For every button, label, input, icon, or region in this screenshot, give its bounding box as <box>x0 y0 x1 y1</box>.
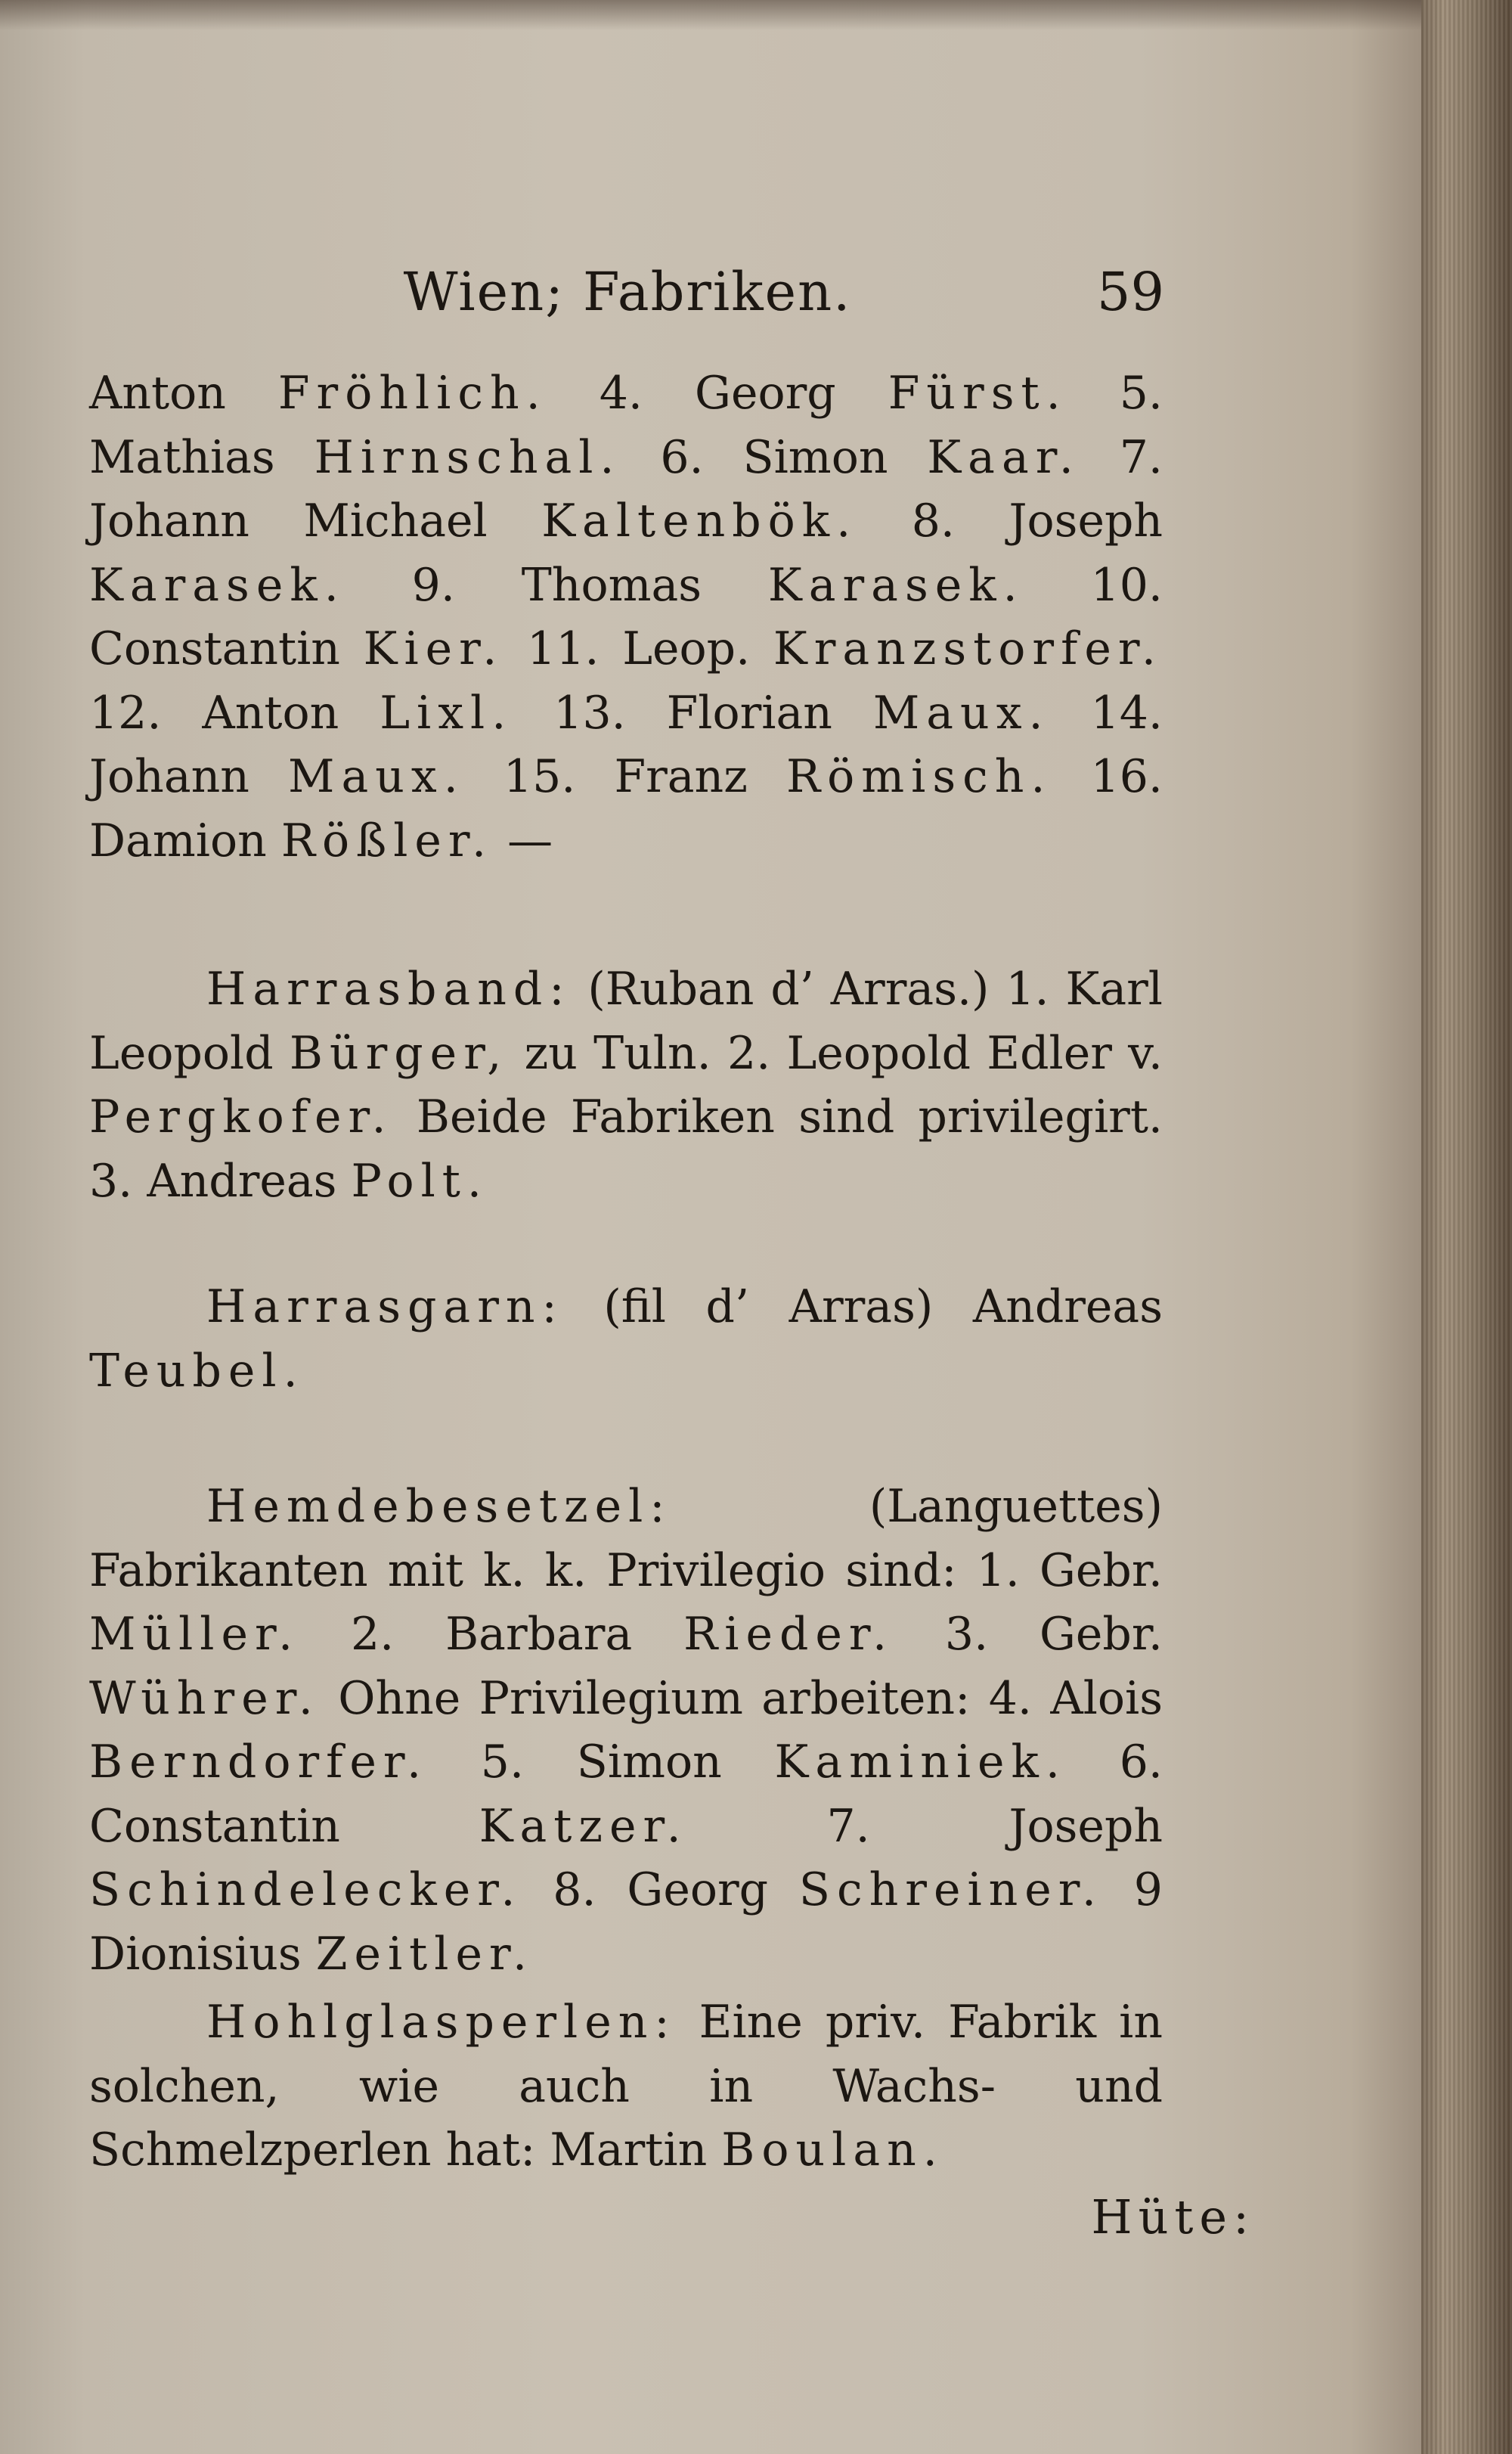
spaced-name: Römisch. <box>785 750 1052 803</box>
paragraph-body <box>89 1990 1163 2183</box>
spaced-name: Hohlglasperlen: <box>206 1996 677 2049</box>
spaced-name: Kaar. <box>927 430 1080 484</box>
text-run: 6. Simon <box>621 430 928 484</box>
spaced-name: Polt. <box>351 1154 488 1208</box>
paragraph-body <box>89 1475 1163 1986</box>
spaced-name: Hirnschal. <box>314 430 621 484</box>
text-run: 6. Constantin <box>89 1736 1163 1853</box>
text-run: Ohne Privilegium arbeiten: 4. Alois <box>319 1671 1163 1725</box>
text-run: 5. Simon <box>428 1736 775 1789</box>
text-run: 14. Johann <box>89 686 1163 803</box>
spaced-name: Bürger, <box>289 1026 509 1080</box>
catchword: Hüte: <box>1091 2189 1255 2245</box>
spaced-name: Boulan. <box>721 2124 944 2176</box>
spaced-name: Lixl. <box>380 686 513 740</box>
spaced-name: Fürst. <box>888 367 1067 420</box>
spaced-name: Zeitler. <box>315 1927 534 1981</box>
running-head <box>91 261 1164 337</box>
text-run: 13. Florian <box>513 686 873 740</box>
spaced-name: Maux. <box>872 686 1050 740</box>
text-run: 5. Mathias <box>89 367 1163 484</box>
running-head-title: Wien; Fabriken. <box>403 261 852 323</box>
text-run: (Ruban d’ Arras.) 1. Karl Leopold <box>89 963 1163 1080</box>
spaced-name: Rieder. <box>683 1608 894 1661</box>
text-run: 12. Anton <box>89 686 380 740</box>
paragraph-body <box>89 957 1163 1213</box>
text-run: Eine priv. Fabrik in solchen, wie auch in Wachs- und Schmelzperlen hat: Martin <box>89 1996 1163 2176</box>
text-run: 16. Damion <box>89 750 1163 867</box>
paragraph-hohlglasperlen <box>89 1990 1163 2183</box>
text-run: 9 Dionisius <box>89 1863 1163 1981</box>
text-run: 15. Franz <box>464 750 786 803</box>
spaced-name: Rößler. <box>280 814 494 867</box>
spaced-name: Kier. <box>363 622 504 675</box>
paragraph-body <box>89 1275 1163 1403</box>
text-run: 10. Constantin <box>89 558 1163 675</box>
spaced-name: Maux. <box>288 750 465 803</box>
spaced-name: Hemdebesetzel: <box>206 1480 672 1533</box>
text-run: Anton <box>89 367 278 420</box>
spaced-name: Kranzstorfer. <box>773 622 1163 675</box>
spaced-name: Pergkofer. <box>89 1090 393 1143</box>
page-number: 59 <box>1096 261 1164 323</box>
paragraph-harrasband <box>89 957 1163 1213</box>
text-run: zu Tuln. 2. Leopold Edler v. <box>508 1026 1163 1080</box>
spaced-name: Kaminiek. <box>774 1736 1067 1789</box>
page-stack-edge <box>1421 0 1512 2454</box>
spaced-name: Kaltenbök. <box>541 495 858 548</box>
text-run: 9. Thomas <box>345 558 768 612</box>
paragraph-fabrikanten-list <box>89 361 1163 873</box>
text-run: 2. Barbara <box>299 1608 684 1661</box>
spaced-name: Wührer. <box>89 1671 320 1725</box>
spaced-name: Karasek. <box>767 558 1024 612</box>
spaced-name: Schindelecker. <box>89 1863 522 1916</box>
text-run: Beide Fabriken sind privilegirt. 3. Andreas <box>89 1090 1163 1208</box>
text-run: 7. Joseph <box>687 1799 1163 1853</box>
text-run: 7. Johann Michael <box>89 430 1163 548</box>
spaced-name: Müller. <box>89 1608 300 1661</box>
text-run: 11. Leop. <box>503 622 773 675</box>
spaced-name: Fröhlich. <box>277 367 547 420</box>
text-run: (Languettes) Fabrikanten mit k. k. Privilegio sind: 1. Gebr. <box>89 1480 1163 1597</box>
page-top-shadow <box>0 0 1421 30</box>
paragraph-harrasgarn <box>89 1275 1163 1403</box>
text-run: (fil d’ Arras) Andreas <box>563 1280 1163 1333</box>
spaced-name: Harrasgarn: <box>206 1280 564 1333</box>
text-run: 8. Georg <box>522 1863 799 1916</box>
text-run: — <box>493 814 553 867</box>
text-run: 3. Gebr. <box>894 1608 1163 1661</box>
spaced-name: Berndorfer. <box>89 1736 429 1789</box>
spaced-name: Katzer. <box>479 1799 688 1853</box>
text-run: 8. Joseph <box>857 495 1163 548</box>
paragraph-body <box>89 361 1163 873</box>
spaced-name: Teubel. <box>89 1344 305 1398</box>
spaced-name: Harrasband: <box>206 963 572 1016</box>
text-run: 4. Georg <box>547 367 888 420</box>
paragraph-hemdebesetzel <box>89 1475 1163 1986</box>
spaced-name: Karasek. <box>89 558 345 612</box>
spaced-name: Schreiner. <box>798 1863 1103 1916</box>
